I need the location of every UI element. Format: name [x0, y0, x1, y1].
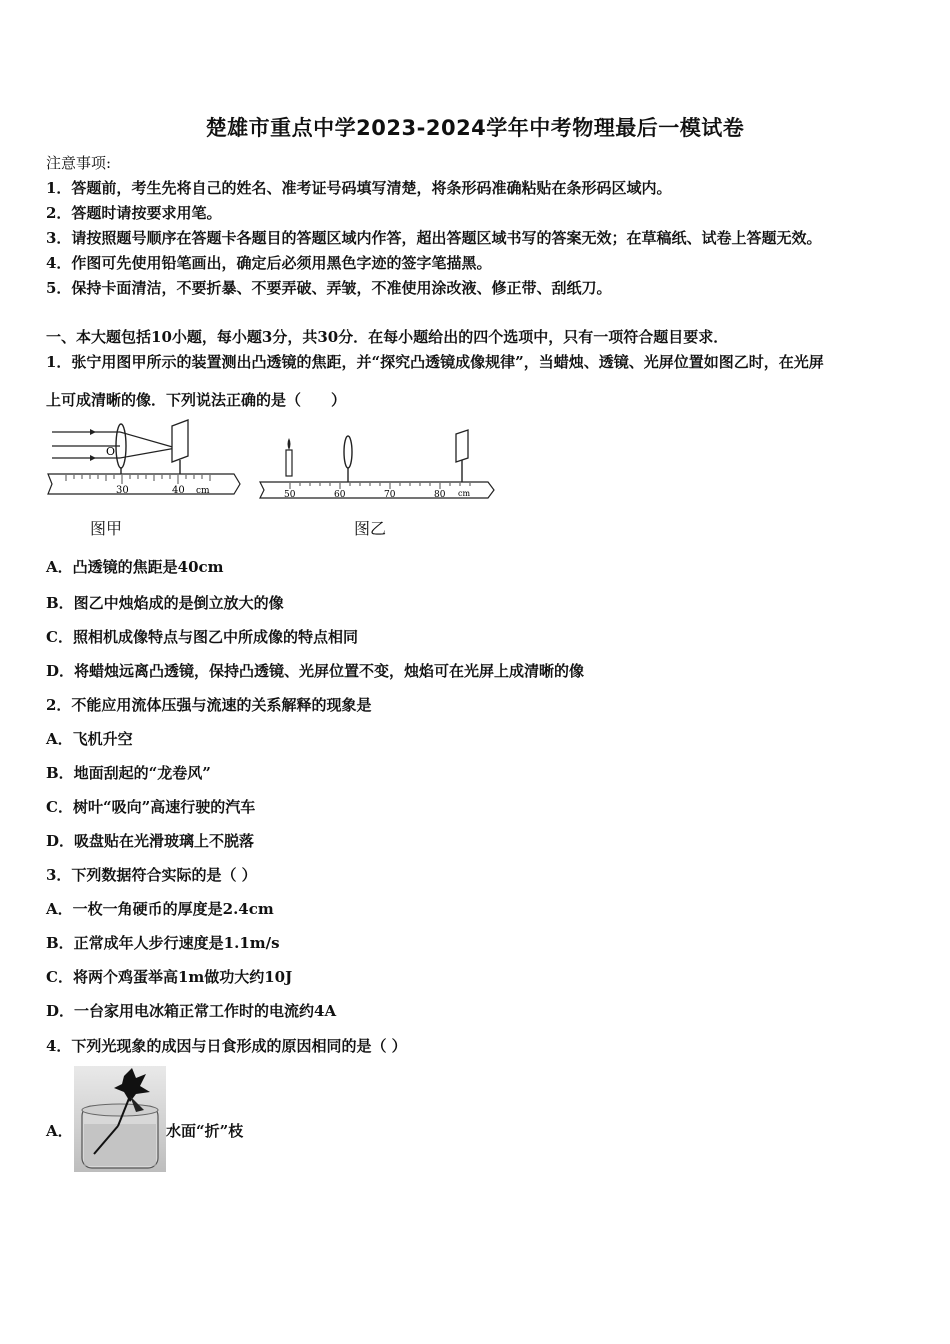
candle-icon [286, 450, 292, 476]
notes-item: 4．作图可先使用铅笔画出，确定后必须用黑色字迹的签字笔描黑。 [46, 254, 492, 272]
q2-option-d: D．吸盘贴在光滑玻璃上不脱落 [46, 832, 255, 850]
tick-label: cm [196, 486, 210, 496]
figure-a-caption: 图甲 [90, 519, 123, 538]
optical-bench [48, 474, 240, 494]
branch-in-water-photo [74, 1066, 166, 1172]
q3-option-d: D．一台家用电冰箱正常工作时的电流约4A [46, 1002, 337, 1020]
screen-icon [456, 430, 468, 462]
water-icon [84, 1124, 156, 1166]
tick-label: 80 [434, 490, 446, 500]
q1-option-c: C．照相机成像特点与图乙中所成像的特点相同 [46, 628, 358, 646]
figure-b-imaging-setup [256, 428, 496, 504]
ray [120, 432, 176, 448]
q2-option-b: B．地面刮起的“龙卷风” [46, 764, 211, 782]
tick-label: 30 [116, 485, 129, 496]
q4-option-a-label: A． [46, 1122, 73, 1140]
arrow-icon [90, 429, 96, 435]
notes-item: 5．保持卡面清洁，不要折暴、不要弄破、弄皱，不准使用涂改液、修正带、刮纸刀。 [46, 279, 612, 297]
tick-label: 60 [334, 490, 346, 500]
figure-a-lens-focal [44, 418, 244, 503]
q2-option-c: C．树叶“吸向”高速行驶的汽车 [46, 798, 256, 816]
tick-label: 40 [172, 485, 185, 496]
q3-option-b: B．正常成年人步行速度是1.1m/s [46, 934, 280, 952]
focus-label: O [106, 445, 116, 458]
notes-heading: 注意事项: [46, 154, 112, 172]
tick-label: 50 [284, 490, 296, 500]
q2-option-a: A．飞机升空 [46, 730, 133, 748]
tick-label: cm [458, 489, 471, 498]
q1-option-d: D．将蜡烛远离凸透镜，保持凸透镜、光屏位置不变，烛焰可在光屏上成清晰的像 [46, 662, 585, 680]
page-title: 楚雄市重点中学2023-2024学年中考物理最后一模试卷 [205, 116, 745, 140]
q3-option-c: C．将两个鸡蛋举高1m做功大约10J [46, 968, 293, 986]
q1-option-b: B．图乙中烛焰成的是倒立放大的像 [46, 594, 284, 612]
figure-b-caption: 图乙 [354, 519, 387, 538]
ray [120, 448, 176, 458]
flame-icon [288, 438, 291, 450]
screen-icon [172, 420, 188, 462]
question-3-stem: 3．下列数据符合实际的是（ ） [46, 866, 257, 884]
q4-option-a-text: 水面“折”枝 [166, 1122, 244, 1140]
notes-item: 3．请按照题号顺序在答题卡各题目的答题区域内作答，超出答题区域书写的答案无效；在草稿纸、试卷上答题无效。 [46, 229, 822, 247]
question-1-stem-cont: 上可成清晰的像．下列说法正确的是（ ） [46, 391, 347, 409]
q3-option-a: A．一枚一角硬币的厚度是2.4cm [46, 900, 274, 918]
question-2-stem: 2．不能应用流体压强与流速的关系解释的现象是 [46, 696, 372, 714]
section-heading: 一、本大题包括10小题，每小题3分，共30分．在每小题给出的四个选项中，只有一项符合题目要求． [46, 328, 729, 346]
question-4-stem: 4．下列光现象的成因与日食形成的原因相同的是（ ） [46, 1037, 407, 1055]
arrow-icon [90, 455, 96, 461]
notes-item: 2．答题时请按要求用笔。 [46, 204, 222, 222]
tick-label: 70 [384, 490, 396, 500]
q1-option-a: A．凸透镜的焦距是40cm [46, 558, 224, 576]
notes-item: 1．答题前，考生先将自己的姓名、准考证号码填写清楚，将条形码准确粘贴在条形码区域内。 [46, 179, 672, 197]
lens-icon [344, 436, 352, 468]
question-1-stem: 1．张宁用图甲所示的装置测出凸透镜的焦距，并“探究凸透镜成像规律”，当蜡烛、透镜、光屏位置如图乙时，在光屏 [46, 353, 824, 371]
